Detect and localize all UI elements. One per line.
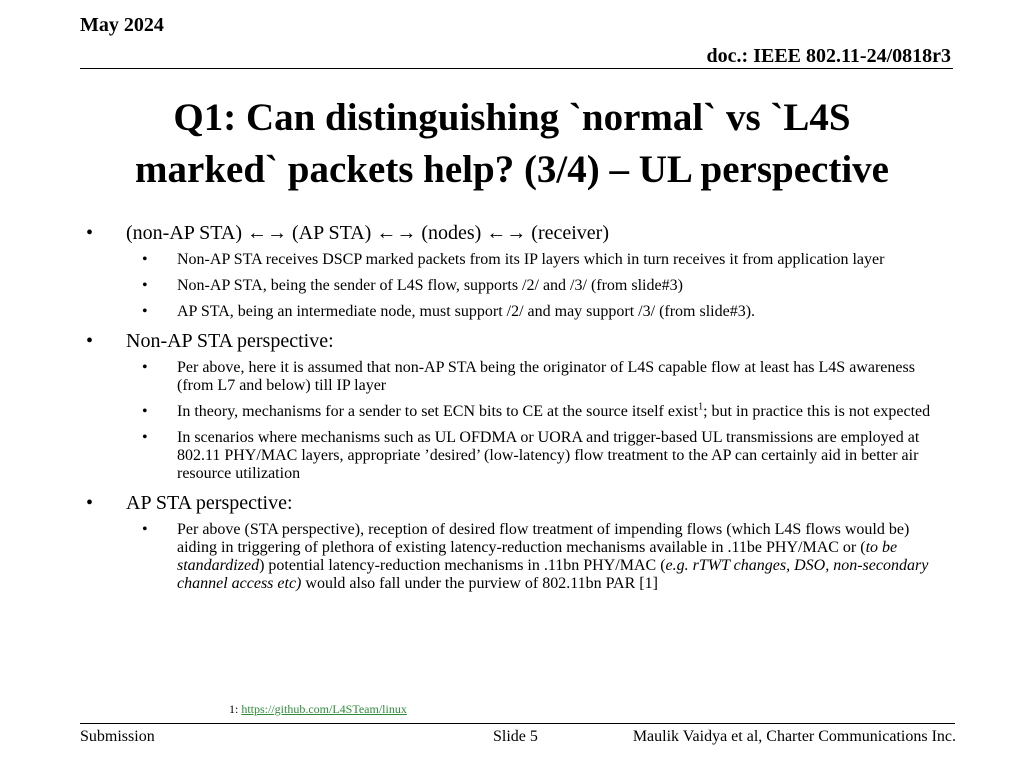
sub-bullet-text: ) potential latency-reduction mechanisms in .11bn PHY/MAC (: [259, 557, 666, 574]
sub-bullet-marker: •: [142, 251, 148, 268]
slide-body: [80, 221, 950, 601]
italic-text: e.g. rTWT changes, DSO, non-secondary channel access etc): [177, 557, 929, 592]
bullet-text: AP STA perspective:: [126, 492, 293, 514]
sub-bullet-text: Non-AP STA receives DSCP marked packets from its IP layers which in turn receives it from application layer: [177, 251, 885, 268]
footnote: [229, 702, 407, 717]
bullet-text: (non-AP STA) ←→ (AP STA) ←→ (nodes) ←→ (receiver): [126, 222, 609, 244]
sub-bullet: [80, 303, 950, 321]
footer-slide-number: Slide 5: [493, 728, 538, 745]
sub-bullet-text: AP STA, being an intermediate node, must support /2/ and may support /3/ (from slide#3).: [177, 303, 756, 320]
footnote-marker: 1:: [229, 702, 242, 716]
bullet-level1: [80, 329, 950, 353]
bullet-level1: [80, 491, 950, 515]
sub-bullet-marker: •: [142, 521, 148, 538]
bullet-level1: [80, 221, 950, 245]
slide-title-line-1: Q1: Can distinguishing `normal` vs `L4S: [173, 96, 851, 139]
slide-title: [60, 92, 964, 196]
sub-bullet: [80, 429, 950, 483]
sub-bullet: [80, 359, 950, 395]
sub-bullet: [80, 521, 950, 593]
sub-bullet-text: Per above, here it is assumed that non-AP STA being the originator of L4S capable flow at least has L4S awareness (from L7 and below) till IP layer: [177, 359, 915, 394]
bullet-marker: •: [86, 492, 94, 514]
header-doc-id: doc.: IEEE 802.11-24/0818r3: [706, 45, 951, 67]
sub-bullet-marker: •: [142, 429, 148, 446]
footer-author: Maulik Vaidya et al, Charter Communications Inc.: [632, 728, 956, 745]
footer-divider: [80, 723, 955, 724]
sub-bullet-marker: •: [142, 403, 148, 420]
footnote-reference: 1: [698, 401, 704, 413]
sub-bullet-marker: •: [142, 359, 148, 376]
sub-bullet-text: In theory, mechanisms for a sender to set ECN bits to CE at the source itself exist: [177, 403, 699, 420]
footnote-link[interactable]: https://github.com/L4STeam/linux: [241, 702, 407, 716]
sub-bullet-text: Per above (STA perspective), reception of desired flow treatment of impending flows (which L4S flows would be) aiding in triggering of plethora of existing latency-reduction mechanisms available in .11be PHY/MAC or (: [177, 521, 910, 556]
sub-bullet-text: ; but in practice this is not expected: [703, 403, 931, 420]
header-date: May 2024: [80, 14, 164, 36]
sub-bullet-text: would also fall under the purview of 802.11bn PAR [1]: [301, 575, 658, 592]
sub-bullet: [80, 403, 950, 421]
bullet-marker: •: [86, 222, 94, 244]
sub-bullet-marker: •: [142, 277, 148, 294]
sub-bullet: [80, 251, 950, 269]
bullet-marker: •: [86, 330, 94, 352]
italic-text: to be standardized: [177, 539, 898, 574]
sub-bullet: [80, 277, 950, 295]
sub-bullet-text: Non-AP STA, being the sender of L4S flow, supports /2/ and /3/ (from slide#3): [177, 277, 683, 294]
footer-submission: Submission: [80, 728, 155, 745]
bullet-text: Non-AP STA perspective:: [126, 330, 334, 352]
header-divider: [80, 68, 953, 69]
sub-bullet-marker: •: [142, 303, 148, 320]
slide-title-line-2: marked` packets help? (3/4) – UL perspective: [135, 148, 889, 191]
sub-bullet-text: In scenarios where mechanisms such as UL OFDMA or UORA and trigger-based UL transmissions are employed at 802.11 PHY/MAC layers, appropriate ’desired’ (low-latency) flow treatment to the AP can certainly aid in better air resource utilization: [177, 429, 920, 482]
